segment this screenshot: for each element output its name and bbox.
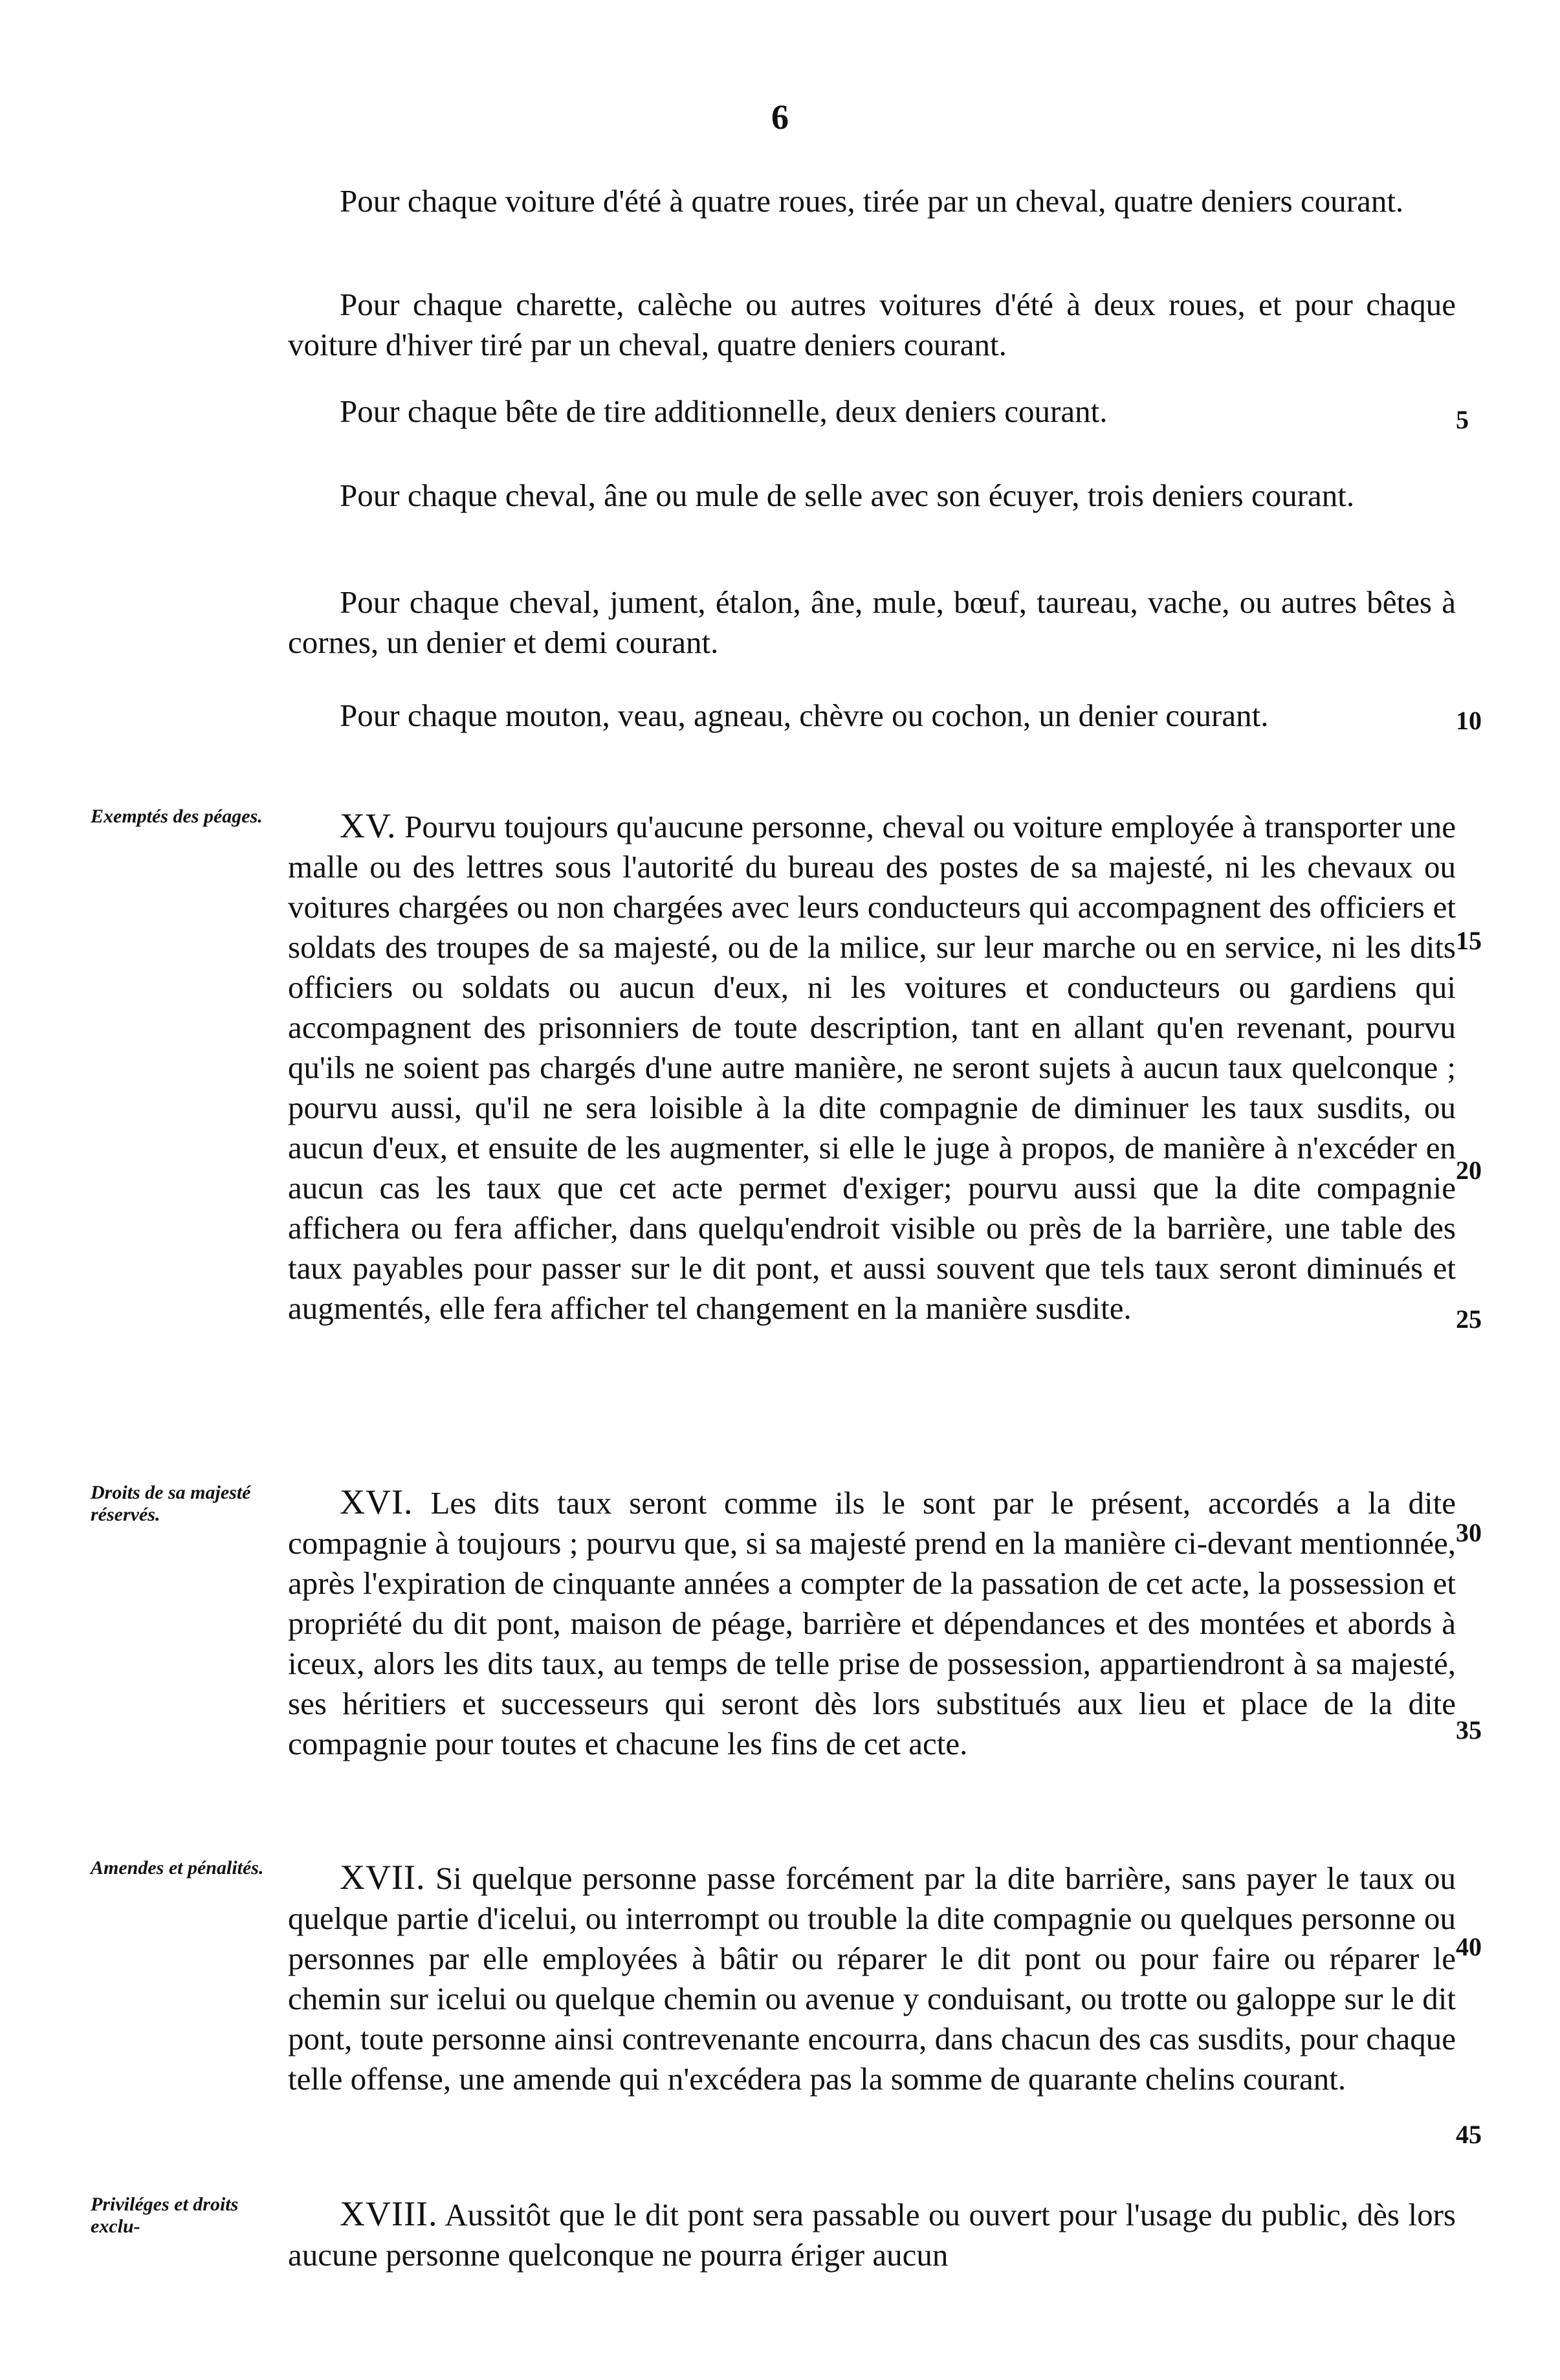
paragraph: Pour chaque voiture d'été à quatre roues, tirée par un cheval, quatre deniers courant. <box>340 183 1404 219</box>
line-number: 35 <box>1456 1715 1482 1745</box>
line-number: 20 <box>1456 1156 1482 1185</box>
article-text: Pourvu toujours qu'aucune personne, cheval ou voiture employée à transporter une malle ou des lettres sous l'autorité du bureau des postes de sa majesté, ni les chevaux ou voitures chargées ou non chargées avec leurs conducteurs qui accompagnent des officiers et soldats des troupes de sa majesté, ou de la milice, sur leur marche ou en service, ni les dits officiers ou soldats ou aucun d'eux, ni les voitures et conducteurs ou gardiens qui accompagnent des prisonniers de toute description, tant en allant qu'en revenant, pourvu qu'ils ne soient pas chargés d'une autre manière, ne seront sujets à aucun taux quelconque ; pourvu aussi, qu'il ne sera loisible à la dite compagnie de diminuer les taux susdits, ou aucun d'eux, et ensuite de les augmenter, si elle le juge à propos, de manière à n'excéder en aucun cas les taux que cet acte permet d'exiger; pourvu aussi que la dite compagnie affichera ou fera afficher, dans quelqu'endroit visible ou près de la barrière, une table des taux payables pour passer sur le dit pont, et aussi souvent que tels taux seront diminués et augmentés, elle fera afficher tel changement en la manière susdite. <box>288 809 1456 1326</box>
page-number: 6 <box>771 98 789 137</box>
paragraph: Pour chaque mouton, veau, agneau, chèvre ou cochon, un denier courant. <box>340 698 1269 733</box>
line-number: 15 <box>1456 926 1482 955</box>
paragraph: Pour chaque cheval, jument, étalon, âne, mule, bœuf, taureau, vache, ou autres bêtes à cornes, un denier et demi courant. <box>288 584 1456 660</box>
article-text: Les dits taux seront comme ils le sont par le présent, accordés a la dite compagnie à toujours ; pourvu que, si sa majesté prend en la manière ci-devant mentionnée, après l'expiration de cinquante années a compter de la passation de cet acte, la possession et propriété du dit pont, maison de péage, barrière et dépendances et des montées et abords à iceux, alors les dits taux, au temps de telle prise de possession, appartiendront à sa majesté, ses héritiers et successeurs qui seront dès lors substitués aux lieu et place de la dite compagnie pour toutes et chacune les fins de cet acte. <box>288 1485 1456 1761</box>
article-xv <box>288 806 1456 1328</box>
line-number: 40 <box>1456 1932 1482 1961</box>
article-numeral: XVII. <box>340 1858 426 1897</box>
line-number: 10 <box>1456 706 1482 735</box>
article-numeral: XVI. <box>340 1482 413 1521</box>
paragraph: Pour chaque cheval, âne ou mule de selle avec son écuyer, trois deniers courant. <box>340 478 1355 513</box>
paragraph: Pour chaque bête de tire additionnelle, deux deniers courant. <box>340 393 1108 429</box>
article-xvi <box>288 1482 1456 1764</box>
margin-note: Amendes et pénalités. <box>91 1857 264 1879</box>
line-number: 30 <box>1456 1518 1482 1547</box>
margin-note: Exemptés des péages. <box>91 806 263 827</box>
paragraph: Pour chaque charette, calèche ou autres voitures d'été à deux roues, et pour chaque voiture d'hiver tiré par un cheval, quatre deniers courant. <box>288 287 1456 362</box>
margin-note: Droits de sa majesté réservés. <box>91 1482 251 1525</box>
article-text: Si quelque personne passe forcément par la dite barrière, sans payer le taux ou quelque partie d'icelui, ou interrompt ou trouble la dite compagnie ou quelques personne ou personnes par elle employées à bâtir ou réparer le dit pont ou pour faire ou réparer le chemin sur icelui ou quelque chemin ou avenue y conduisant, ou trotte ou galoppe sur le dit pont, toute personne ainsi contrevenante encourra, dans chacun des cas susdits, pour chaque telle offense, une amende qui n'excédera pas la somme de quarante chelins courant. <box>288 1860 1456 2097</box>
article-xvii <box>288 1857 1456 2099</box>
line-number: 25 <box>1456 1305 1482 1334</box>
line-number: 5 <box>1456 405 1469 434</box>
article-xviii <box>288 2194 1456 2275</box>
article-text: Aussitôt que le dit pont sera passable ou ouvert pour l'usage du public, dès lors aucune personne quelconque ne pourra ériger aucun <box>288 2197 1456 2273</box>
article-numeral: XVIII. <box>340 2194 438 2233</box>
line-number: 45 <box>1456 2120 1482 2149</box>
margin-note: Priviléges et droits exclu- <box>91 2194 239 2237</box>
article-numeral: XV. <box>340 806 397 845</box>
